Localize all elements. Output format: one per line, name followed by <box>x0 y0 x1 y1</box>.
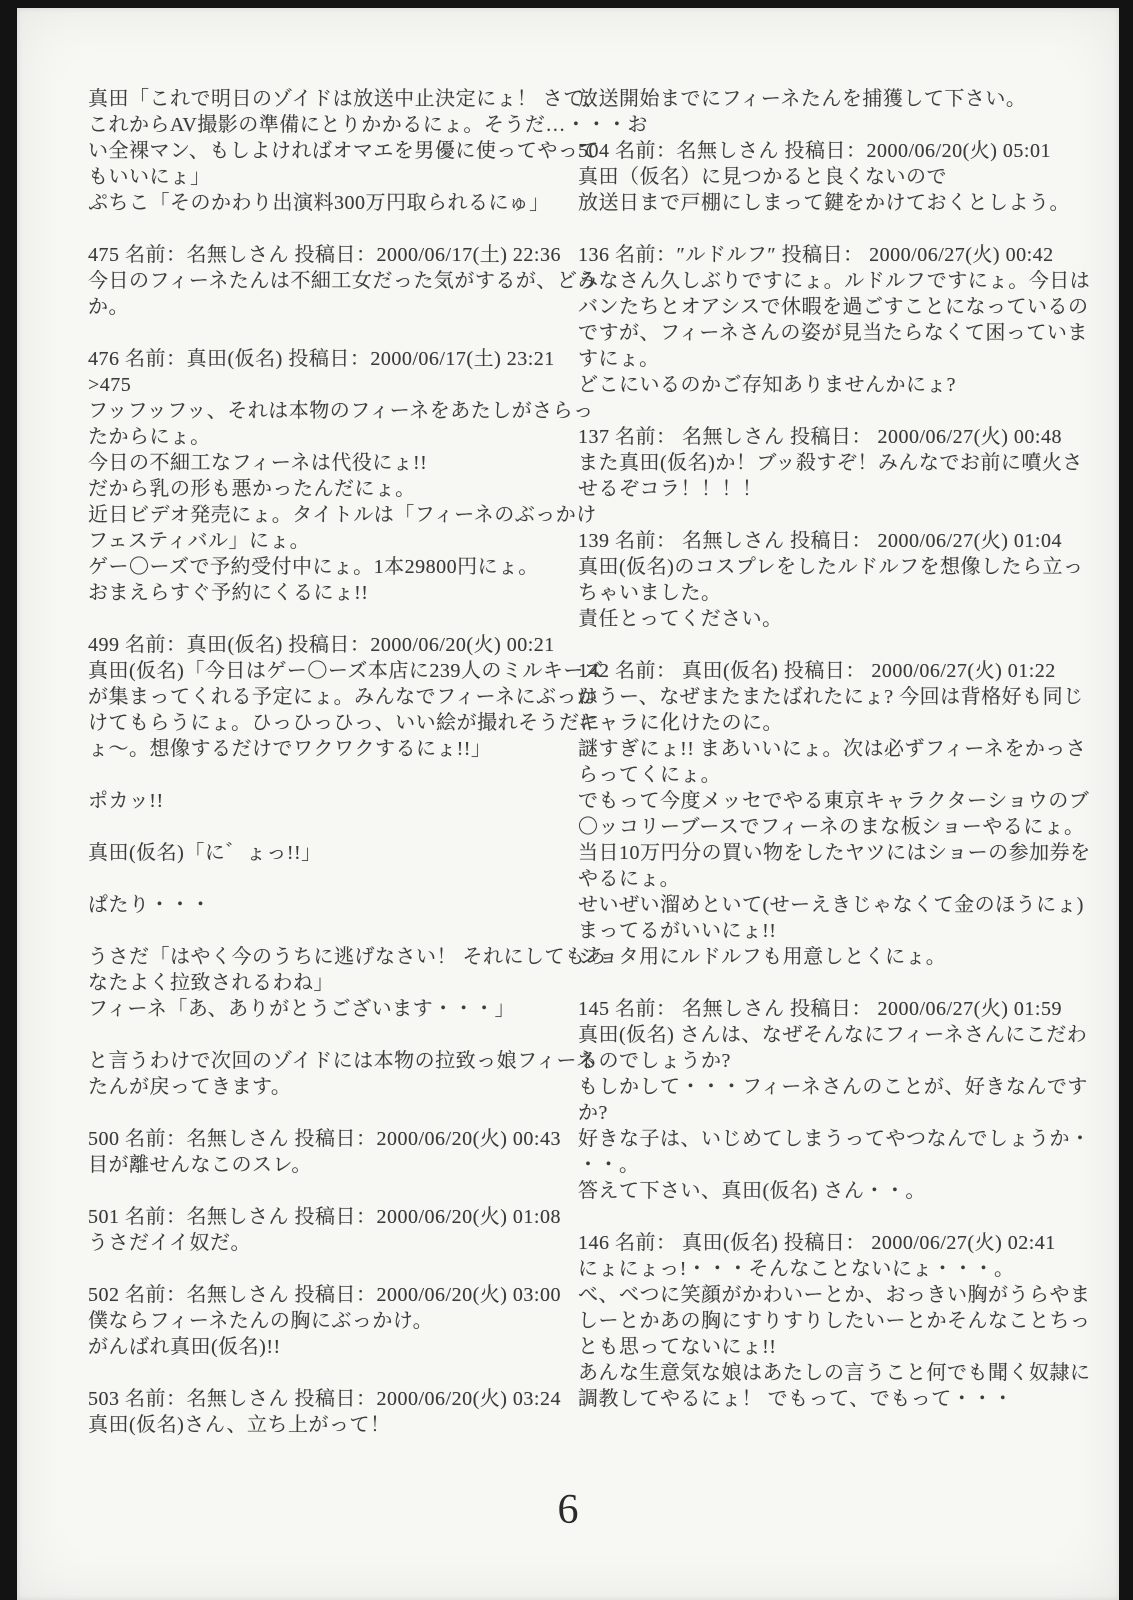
text-line: 謎すぎにょ!! まあいいにょ。次は必ずフィーネをかっさ <box>578 738 1087 760</box>
text-line: ぱたり・・・ <box>88 894 211 916</box>
text-line: が集まってくれる予定にょ。みんなでフィーネにぶっか <box>88 686 598 708</box>
text-line: でもって今度メッセでやる東京キャラクターショウのブ <box>578 790 1090 812</box>
text-line: うさだ「はやく今のうちに逃げなさい！ それにしてもあ <box>88 946 606 968</box>
text-line: バンたちとオアシスで休暇を過ごすことになっているの <box>578 296 1089 318</box>
text-line: 139 名前： 名無しさん 投稿日： 2000/06/27(火) 01:04 <box>578 530 1062 552</box>
post-block <box>578 1230 1091 1412</box>
text-line: がんばれ真田(仮名)!! <box>88 1336 281 1358</box>
post-block <box>578 242 1091 398</box>
text-line: 476 名前：真田(仮名) 投稿日：2000/06/17(土) 23:21 <box>88 348 555 370</box>
text-line: ゲー〇ーズで予約受付中にょ。1本29800円にょ。 <box>88 556 539 578</box>
text-line: か。 <box>88 296 129 318</box>
page-number: 6 <box>557 1487 579 1533</box>
text-line: しーとかあの胸にすりすりしたいーとかそんなことちっ <box>578 1310 1091 1332</box>
text-line: 今日のフィーネたんは不細工女だった気がするが、どう <box>88 270 598 292</box>
text-line: だから乳の形も悪かったんだにょ。 <box>88 478 416 500</box>
text-line: 真田(仮名)「今日はゲー〇ーズ本店に239人のミルキーズ <box>88 660 604 682</box>
post-block <box>578 424 1086 502</box>
text-line: るのでしょうか? <box>578 1050 731 1072</box>
text-line: 504 名前：名無しさん 投稿日：2000/06/20(火) 05:01 <box>578 140 1051 162</box>
text-line: あんな生意気な娘はあたしの言うこと何でも聞く奴隷に <box>578 1362 1091 1384</box>
post-block <box>88 1048 597 1100</box>
text-line: 真田(仮名)さん、立ち上がって！ <box>88 1414 391 1436</box>
text-line: キャラに化けたのに。 <box>578 712 783 734</box>
post-block <box>578 658 1091 970</box>
text-line: 答えて下さい、真田(仮名) さん・・。 <box>578 1180 926 1202</box>
text-line: 調教してやるにょ！ でもって、でもって・・・ <box>578 1388 1014 1410</box>
text-line: ですが、フィーネさんの姿が見当たらなくて困っていま <box>578 322 1088 344</box>
text-line: 499 名前：真田(仮名) 投稿日：2000/06/20(火) 00:21 <box>88 634 555 656</box>
text-line: 放送開始までにフィーネたんを捕獲して下さい。 <box>578 88 1027 110</box>
text-line: い全裸マン、もしよければオマエを男優に使ってやって <box>88 140 599 162</box>
text-line: 146 名前： 真田(仮名) 投稿日： 2000/06/27(火) 02:41 <box>578 1232 1056 1254</box>
post-block <box>578 138 1086 216</box>
text-line: うさだイイ奴だ。 <box>88 1232 251 1254</box>
text-line: もしかして・・・フィーネさんのことが、好きなんです <box>578 1076 1088 1098</box>
text-line: 真田「これで明日のゾイドは放送中止決定にょ！ さて、 <box>88 88 604 110</box>
text-line: これからAV撮影の準備にとりかかるにょ。そうだ…・・・お <box>88 114 648 136</box>
text-line: ・・。 <box>578 1154 640 1176</box>
text-line: とも思ってないにょ!! <box>578 1336 777 1358</box>
text-line: せいぜい溜めといて(せーえきじゃなくて金のほうにょ) <box>578 894 1084 916</box>
text-line: フィーネ「あ、ありがとうございます・・・」 <box>88 998 516 1020</box>
text-line: べ、べつに笑顔がかわいーとか、おっきい胸がうらやま <box>578 1284 1091 1306</box>
text-line: 僕ならフィーネたんの胸にぶっかけ。 <box>88 1310 434 1332</box>
text-line: ポカッ!! <box>88 790 164 812</box>
text-line: 目が離せんなこのスレ。 <box>88 1154 312 1176</box>
text-line: せるぞコラ！！！！ <box>578 478 763 500</box>
post-block <box>88 1282 580 1360</box>
post-block <box>88 1204 580 1256</box>
text-line: 真田（仮名）に見つかると良くないので <box>578 166 947 188</box>
text-line: 責任とってください。 <box>578 608 783 630</box>
text-line: どこにいるのかご存知ありませんかにょ? <box>578 374 956 396</box>
text-line: みなさん久しぶりですにょ。ルドルフですにょ。今日は <box>578 270 1091 292</box>
text-line: ぷちこ「そのかわり出演料300万円取られるにゅ」 <box>88 192 550 214</box>
post-block <box>88 892 580 918</box>
post-block <box>88 1386 580 1438</box>
post-block <box>88 1126 580 1178</box>
text-line: >475 <box>88 374 132 396</box>
post-block <box>88 242 598 320</box>
post-block <box>88 632 604 762</box>
text-line: 今日の不細工なフィーネは代役にょ!! <box>88 452 428 474</box>
text-line: たからにょ。 <box>88 426 211 448</box>
text-line: なたよく拉致されるわね」 <box>88 972 334 994</box>
text-line: 145 名前： 名無しさん 投稿日： 2000/06/27(火) 01:59 <box>578 998 1062 1020</box>
text-line: 真田(仮名)「に゛ょっ!!」 <box>88 842 322 864</box>
text-line: まってるがいいにょ!! <box>578 920 777 942</box>
text-line: やるにょ。 <box>578 868 681 890</box>
text-line: フッフッフッ、それは本物のフィーネをあたしがさらっ <box>88 400 594 422</box>
text-line: はうー、なぜまたまたばれたにょ? 今回は背格好も同じ <box>578 686 1084 708</box>
post-block <box>88 86 648 216</box>
text-line: もいいにょ」 <box>88 166 211 188</box>
text-line: 475 名前：名無しさん 投稿日：2000/06/17(土) 22:36 <box>88 244 561 266</box>
text-line: ショタ用にルドルフも用意しとくにょ。 <box>578 946 947 968</box>
text-line: 真田(仮名) さんは、なぜそんなにフィーネさんにこだわ <box>578 1024 1088 1046</box>
text-line: 近日ビデオ発売にょ。タイトルは「フィーネのぶっかけ <box>88 504 597 526</box>
text-line: 501 名前：名無しさん 投稿日：2000/06/20(火) 01:08 <box>88 1206 561 1228</box>
text-line: 放送日まで戸棚にしまって鍵をかけておくとしよう。 <box>578 192 1070 214</box>
text-line: おまえらすぐ予約にくるにょ!! <box>88 582 369 604</box>
text-line: フェスティバル」にょ。 <box>88 530 311 552</box>
text-line: らってくにょ。 <box>578 764 722 786</box>
post-block <box>88 944 606 1022</box>
text-line: 136 名前：″ルドルフ″ 投稿日： 2000/06/27(火) 00:42 <box>578 244 1054 266</box>
text-line: 142 名前： 真田(仮名) 投稿日： 2000/06/27(火) 01:22 <box>578 660 1056 682</box>
text-line: たんが戻ってきます。 <box>88 1076 292 1098</box>
text-line: ょ〜。想像するだけでワクワクするにょ!!」 <box>88 738 492 760</box>
text-line: 500 名前：名無しさん 投稿日：2000/06/20(火) 00:43 <box>88 1128 561 1150</box>
text-line: 503 名前：名無しさん 投稿日：2000/06/20(火) 03:24 <box>88 1388 561 1410</box>
text-line: また真田(仮名)か！ブッ殺すぞ！みんなでお前に噴火さ <box>578 452 1083 474</box>
post-block <box>88 788 580 814</box>
text-line: けてもらうにょ。ひっひっひっ、いい絵が撮れそうだに <box>88 712 601 734</box>
text-line: と言うわけで次回のゾイドには本物の拉致っ娘フィーネ <box>88 1050 597 1072</box>
text-line: 当日10万円分の買い物をしたヤツにはショーの参加券を <box>578 842 1091 864</box>
text-line: か? <box>578 1102 608 1124</box>
text-line: ちゃいました。 <box>578 582 722 604</box>
post-block <box>578 86 1086 112</box>
text-line: 好きな子は、いじめてしまうってやつなんでしょうか・ <box>578 1128 1091 1150</box>
text-line: すにょ。 <box>578 348 660 370</box>
text-line: 〇ッコリーブースでフィーネのまな板ショーやるにょ。 <box>578 816 1085 838</box>
page <box>17 8 1119 1600</box>
text-line: 502 名前：名無しさん 投稿日：2000/06/20(火) 03:00 <box>88 1284 561 1306</box>
text-line: にょにょっ!・・・そんなことないにょ・・・。 <box>578 1258 1015 1280</box>
text-line: 137 名前： 名無しさん 投稿日： 2000/06/27(火) 00:48 <box>578 426 1062 448</box>
right-column <box>578 86 1091 1412</box>
post-block <box>578 996 1091 1204</box>
post-block <box>578 528 1086 632</box>
post-block <box>88 840 580 866</box>
text-line: 真田(仮名)のコスプレをしたルドルフを想像したら立っ <box>578 556 1084 578</box>
post-block <box>88 346 597 606</box>
